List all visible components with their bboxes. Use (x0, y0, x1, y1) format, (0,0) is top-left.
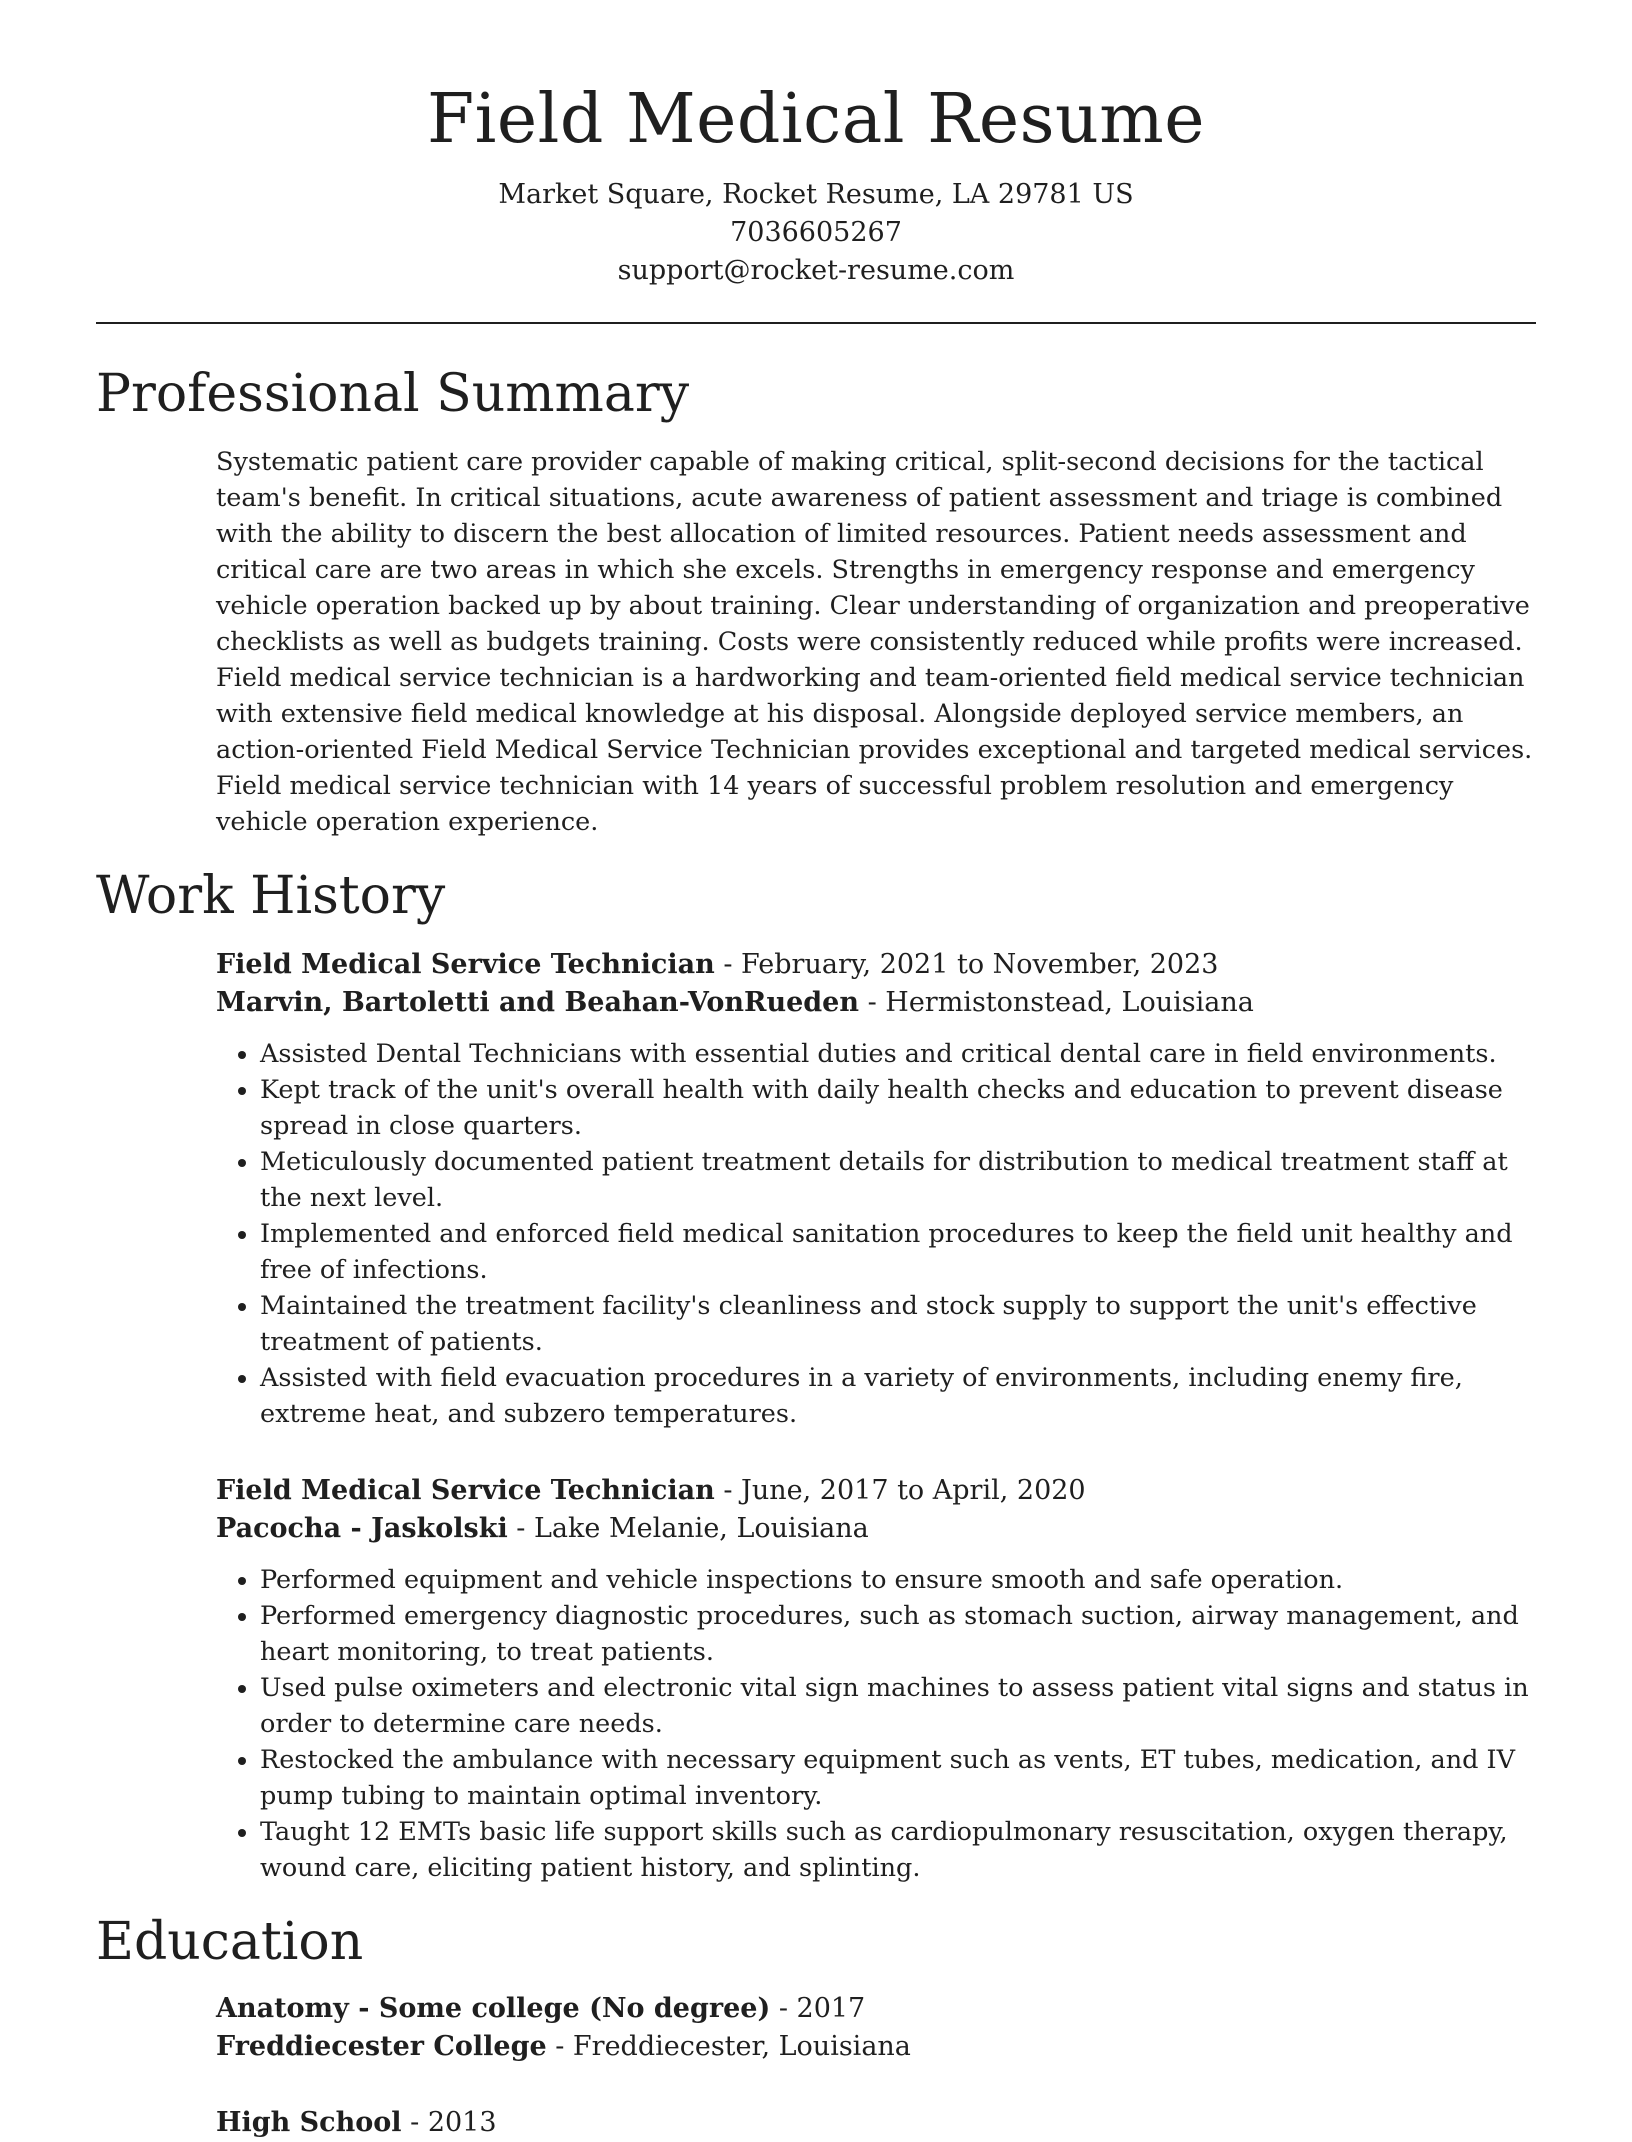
job-bullet: • Meticulously documented patient treatment details for distribution to medical treatment staff at the next level. (260, 1144, 1536, 1216)
education-degree-line (216, 2104, 1536, 2142)
job-company-line (216, 984, 1536, 1022)
summary-text: Systematic patient care provider capable of making critical, split-second decisions for the tactical team's benefit. In critical situations, acute awareness of patient assessment and triage is combined with the ability to discern the best allocation of limited resources. Patient needs assessment and critical care are two areas in which she excels. Strengths in emergency response and emergency vehicle operation backed up by about training. Clear understanding of organization and preoperative checklists as well as budgets training. Costs were consistently reduced while profits were increased. Field medical service technician is a hardworking and team-oriented field medical service technician with extensive field medical knowledge at his disposal. Alongside deployed service members, an action-oriented Field Medical Service Technician provides exceptional and targeted medical services. Field medical service technician with 14 years of successful problem resolution and emergency vehicle operation experience. (216, 447, 1533, 837)
job-bullet: • Assisted with field evacuation procedures in a variety of environments, including enemy fire, extreme heat, and subzero temperatures. (260, 1360, 1536, 1432)
job-entry (216, 946, 1536, 1432)
job-role: Field Medical Service Technician (216, 949, 715, 980)
job-bullet: • Performed emergency diagnostic procedures, such as stomach suction, airway management, and heart monitoring, to treat patients. (260, 1598, 1536, 1670)
work-history-section (0, 866, 1632, 1886)
job-bullet: • Implemented and enforced field medical sanitation procedures to keep the field unit healthy and free of infections. (260, 1216, 1536, 1288)
education-year: - 2017 (770, 1993, 866, 2024)
job-location: - Lake Melanie, Louisiana (507, 1513, 869, 1544)
job-dates: - June, 2017 to April, 2020 (714, 1475, 1086, 1506)
job-bullet: • Maintained the treatment facility's cleanliness and stock supply to support the unit's effective treatment of patients. (260, 1288, 1536, 1360)
contact-address: Market Square, Rocket Resume, LA 29781 US (498, 179, 1134, 210)
job-bullets (216, 1562, 1536, 1886)
work-history-heading: Work History (96, 866, 446, 926)
education-school-line (216, 2028, 1536, 2066)
job-bullet: • Kept track of the unit's overall health with daily health checks and education to prevent disease spread in close quarters. (260, 1072, 1536, 1144)
education-section (0, 1912, 1632, 2142)
education-school: Freddiecester College (216, 2031, 547, 2062)
summary-section (0, 364, 1632, 840)
education-entry (216, 2104, 1536, 2142)
contact-email: support@rocket-resume.com (617, 255, 1015, 286)
education-degree: High School (216, 2107, 402, 2138)
summary-heading: Professional Summary (96, 364, 690, 424)
education-degree-line (216, 1990, 1536, 2028)
education-heading: Education (96, 1912, 364, 1972)
job-bullet: • Assisted Dental Technicians with essential duties and critical dental care in field environments. (260, 1036, 1536, 1072)
education-degree: Anatomy - Some college (No degree) (216, 1993, 771, 2024)
job-title-line (216, 1472, 1536, 1510)
header-divider (96, 322, 1536, 324)
resume-title: Field Medical Resume (426, 80, 1206, 159)
resume-header (0, 0, 1632, 290)
job-location: - Hermistonstead, Louisiana (858, 987, 1254, 1018)
education-entry (216, 1990, 1536, 2066)
job-dates: - February, 2021 to November, 2023 (714, 949, 1219, 980)
job-entry (216, 1472, 1536, 1886)
education-location: - Freddiecester, Louisiana (546, 2031, 911, 2062)
contact-block (0, 176, 1632, 290)
job-bullet: • Used pulse oximeters and electronic vital sign machines to assess patient vital signs and status in order to determine care needs. (260, 1670, 1536, 1742)
contact-phone: 7036605267 (730, 217, 902, 248)
job-company: Pacocha - Jaskolski (216, 1513, 508, 1544)
job-title-line (216, 946, 1536, 984)
education-year: - 2013 (401, 2107, 497, 2138)
job-bullet: • Performed equipment and vehicle inspections to ensure smooth and safe operation. (260, 1562, 1536, 1598)
job-bullets (216, 1036, 1536, 1432)
job-bullet: • Restocked the ambulance with necessary equipment such as vents, ET tubes, medication, and IV pump tubing to maintain optimal inventory. (260, 1742, 1536, 1814)
job-role: Field Medical Service Technician (216, 1475, 715, 1506)
job-company: Marvin, Bartoletti and Beahan-VonRueden (216, 987, 859, 1018)
job-company-line (216, 1510, 1536, 1548)
job-bullet: • Taught 12 EMTs basic life support skills such as cardiopulmonary resuscitation, oxygen therapy, wound care, eliciting patient history, and splinting. (260, 1814, 1536, 1886)
